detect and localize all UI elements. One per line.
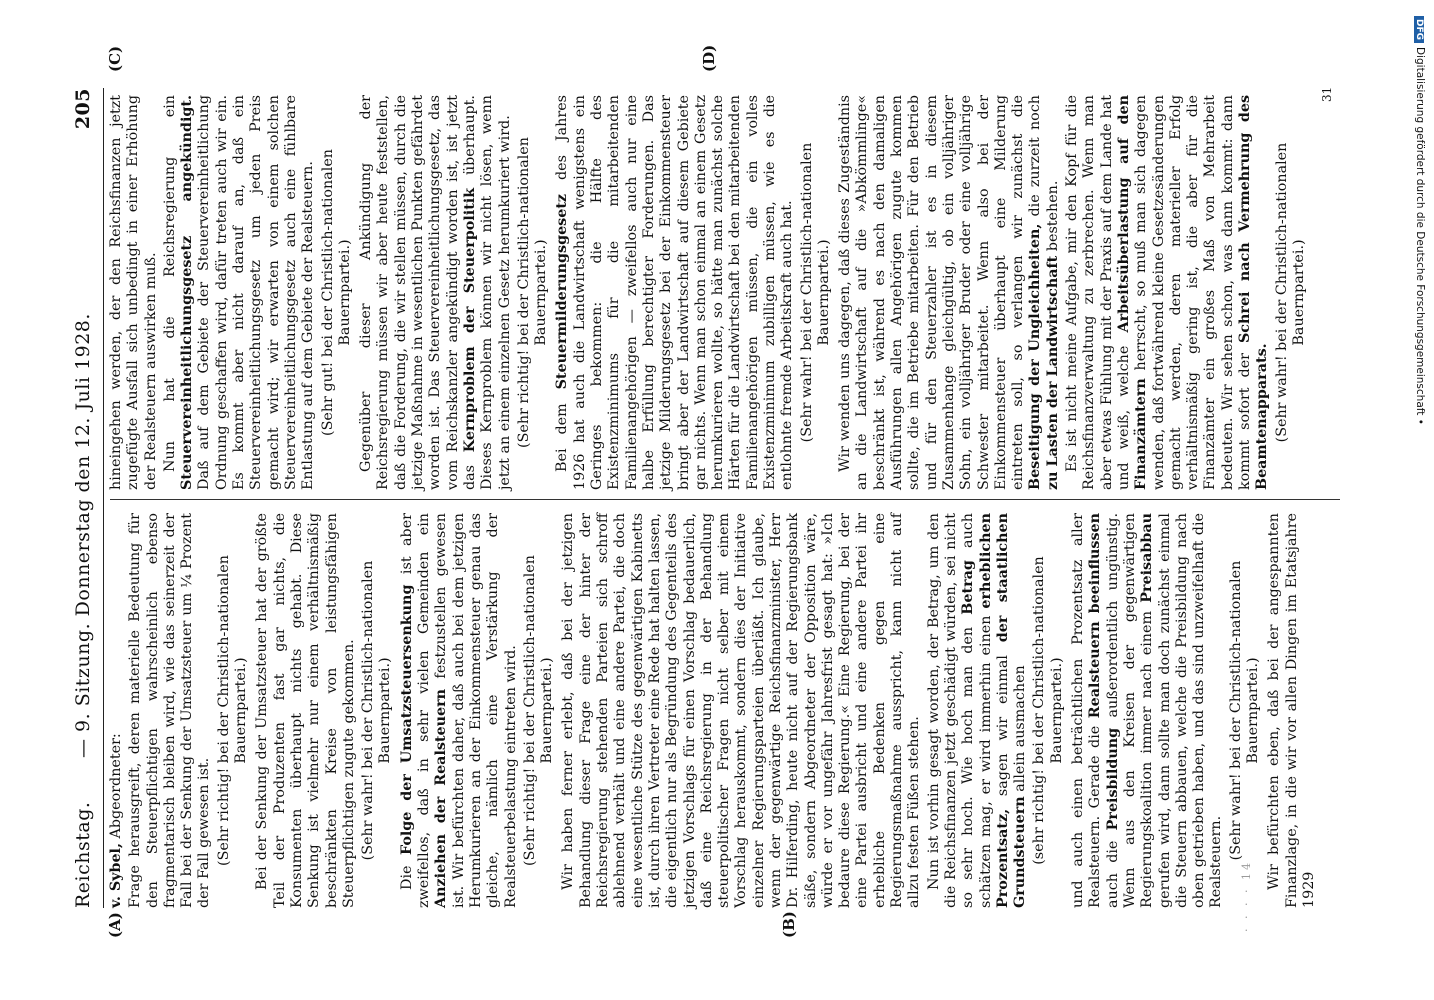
margin-marker-d: (D) — [700, 44, 718, 72]
speaker-role: Abgeordneter: — [108, 733, 124, 844]
paragraph: Wir haben ferner erlebt, daß bei der jetzigen Behandlung dieser Frage eine der hinter der Reichsregierung stehenden Parteien sich schroff ablehnend verhält und eine andere Partei, die doch eine wesentliche Stütze des gegenwärtigen Kabinetts ist, durch ihren Vertreter eine Rede hat halten lassen, die eigentlich nur als Begründung des Gegenteils des jetzigen Vorschlags für einen Vorschlag bedauerlich, daß eine Reichsregierung in der Behandlung steuerpolitischer Fragen nicht selber mit einem Vorschlag herauskommt, sondern dies der Initiative einzelner Regierungsparteien überläßt. Ich glaube, wenn der gegenwärtige Reichsfinanzminister, Herr Dr. Hilferding, heute nicht auf der Regierungsbank säße, sondern Abgeordneter der Opposition wäre, würde er vor ungefähr Jahresfrist gesagt hat: »Ich bedaure diese Regierung.« Eine Regierung, bei der eine Partei ausbricht und eine andere Partei ihr erhebliche Bedenken gegen eine Regierungsmaßnahme ausspricht, kann nicht auf allzu festen Füßen stehen. — [560, 513, 923, 908]
paragraph: Wir befürchten eben, daß bei der angespannten Finanzlage, in die wir vor allen Dingen im Etatsjahre 1929 — [1266, 513, 1317, 908]
right-column — [108, 95, 1312, 490]
paragraph: Nun ist vorhin gesagt worden, der Betrag, um den die Reichsfinanzen jetzt geschädigt würden, sei nicht so sehr hoch. Wie hoch man den Betrag auch schätzen mag, er wird immerhin einen erheblichen Prozentsatz, sagen wir einmal der staatlichen Grundsteuern allein ausmachen — [925, 513, 1029, 908]
interjection: (Sehr wahr! bei der Christlich-nationalen Bauernpartei.) — [1227, 560, 1261, 861]
paragraph: Nun hat die Reichsregierung ein Steuervereinheitlichungsgesetz angekündigt. Daß auf dem Gebiete der Steuervereinheitlichung Ordnung geschaffen wird, dafür treten auch wir ein. Es kommt aber nicht darauf an, daß ein Steuervereinheitlichungsgesetz um jeden Preis gemacht wird; wir erwarten von einem solchen Steuervereinheitlichungsgesetz auch eine fühlbare Entlastung auf dem Gebiete der Realsteuern. — [161, 95, 317, 490]
paragraph: Wir wenden uns dagegen, daß dieses Zugeständnis an die Landwirtschaft auf die »Abkömmlinge« beschränkt ist, während es nach den damaligen Ausführungen allen Angehörigen zugute kommen sollte, die im Betriebe mitarbeiten. Für den Betrieb und für den Steuerzahler ist es in diesem Zusammenhange gleichgültig, ob ein volljähriger Sohn, ein volljähriger Bruder oder eine volljährige Schwester mitarbeitet. Wenn also bei der Einkommensteuer überhaupt eine Milderung eintreten soll, so verlangen wir zunächst die Beseitigung der Ungleichheiten, die zurzeit noch zu Lasten der Landwirtschaft bestehen. — [837, 95, 1061, 490]
faint-bleedthrough: · · · · 14 — [1240, 860, 1253, 932]
speaker-name: v. Sybel, — [108, 843, 124, 908]
paragraph: Frage herausgreift, deren materielle Bedeutung für den Steuerpflichtigen wahrscheinlich ebenso fragmentarisch bleiben wird, wie das seinerzeit der Fall bei der Senkung der Umsatzsteuer um ¼ Prozent der Fall gewesen ist. — [127, 513, 213, 908]
paragraph: und auch einen beträchtlichen Prozentsatz aller Realsteuern. Gerade die Realsteuern beeinflussen auch die Preisbildung außerordentlich ungünstig. Wenn aus den Kreisen der gegenwärtigen Regierungskoalition immer nach einem Preisabbau gerufen wird, dann sollte man doch zunächst einmal die Steuern abbauen, welche die Preisbildung nach oben getrieben haben, und das sind unzweifelhaft die Realsteuern. — [1070, 513, 1225, 908]
signature-mark: 31 — [1320, 86, 1334, 102]
margin-marker-a: (A) — [106, 912, 124, 938]
paragraph: Bei der Senkung der Umsatzsteuer hat der größte Teil der Produzenten fast gar nichts, die Konsumenten überhaupt nichts gehabt. Diese Senkung ist vielmehr nur einem verhältnismäßig beschränkten Kreise von leistungsfähigen Steuerpflichtigen zugute gekommen. — [254, 513, 357, 908]
paragraph — [108, 513, 125, 908]
margin-marker-c: (C) — [106, 45, 124, 72]
page-number: 205 — [72, 88, 94, 130]
header-left: Reichstag. — [72, 801, 94, 908]
interjection: (sehr richtig! bei der Christlich-nationalen Bauernpartei.) — [1031, 556, 1065, 865]
paragraph: Es ist nicht meine Aufgabe, mir den Kopf für die Reichsfinanzverwaltung zu zerbrechen. Wenn man aber etwas Fühlung mit der Praxis auf dem Lande hat und weiß, welche Arbeitsüberlastung auf den Finanzämtern herrscht, so muß man sich dagegen wenden, daß fortwährend kleine Gesetzesänderungen gemacht werden, deren materieller Erfolg verhältnismäßig gering ist, die aber für die Finanzämter ein großes Maß von Mehrarbeit bedeuten. Wir sehen schon, was dann kommt: dann kommt sofort der Schrei nach Vermehrung des Beamtenapparats. — [1064, 95, 1271, 490]
column-divider — [110, 499, 1340, 500]
paragraph: Gegenüber dieser Ankündigung der Reichsregierung müssen wir aber heute feststellen, daß die Forderung, die wir stellen müssen, durch die jetzige Maßnahme in wesentlichen Punkten gefährdet worden ist. Das Steuervereinheitlichungsgesetz, das vom Reichskanzler angekündigt worden ist, ist jetzt das Kernproblem der Steuerpolitik überhaupt. Dieses Kernproblem können wir nicht lösen, wenn jetzt an einem einzelnen Gesetz herumkuriert wird. — [358, 95, 513, 490]
interjection: (Sehr wahr! bei der Christlich-nationalen Bauernpartei.) — [1273, 142, 1307, 443]
interjection: (Sehr wahr! bei der Christlich-nationalen Bauernpartei.) — [360, 560, 394, 861]
dfg-credit — [1406, 0, 1434, 1000]
interjection: (Sehr richtig! bei der Christlich-nationalen Bauernpartei.) — [521, 555, 556, 866]
dfg-credit-text: DFGDigitalisierung gefördert durch die Deutsche Forschungsgemeinschaft • — [1414, 16, 1426, 425]
header-rule — [103, 88, 104, 908]
left-column — [108, 513, 1320, 908]
paragraph: hineingehen werden, der den Reichsfinanzen jetzt zugefügte Ausfall sich unbedingt in einer Erhöhung der Realsteuern auswirken muß. — [108, 95, 159, 490]
dfg-logo: DFG — [1414, 16, 1424, 43]
interjection: (Sehr wahr! bei der Christlich-nationalen Bauernpartei.) — [798, 142, 832, 443]
margin-marker-b: (B) — [780, 911, 798, 938]
paragraph: Bei dem Steuermilderungsgesetz des Jahres 1926 hat auch die Landwirtschaft wenigstens ein Geringes bekommen: die Hälfte des Existenzminimums für die mitarbeitenden Familienangehörigen — zweifellos auch nur eine halbe Erfüllung berechtigter Forderungen. Das jetzige Milderungsgesetz bei der Einkommensteuer bringt aber der Landwirtschaft auf diesem Gebiete gar nichts. Wenn man schon einmal an einem Gesetz herumkurieren wollte, so hätte man zunächst solche Härten für die Landwirtschaft bei den mitarbeitenden Familienangehörigen müssen, die ein volles Existenzminimum zubilligen müssen, wie es die entlohnte fremde Arbeitskraft auch hat. — [554, 95, 796, 490]
interjection: (Sehr gut! bei der Christlich-nationalen Bauernpartei.) — [319, 149, 353, 436]
page-header — [62, 88, 102, 908]
interjection: (Sehr richtig! bei der Christlich-nationalen Bauernpartei.) — [215, 555, 250, 866]
paragraph: Die Folge der Umsatzsteuersenkung ist aber zweifellos, daß in sehr vielen Gemeinden ein Anziehen der Realsteuern festzustellen gewesen ist. Wir befürchten daher, daß auch bei dem jetzigen Herumkurieren an der Einkommensteuer genau das gleiche, nämlich eine Verstärkung der Realsteuerbelastung eintreten wird. — [398, 513, 519, 908]
interjection: (Sehr richtig! bei der Christlich-nationalen Bauernpartei.) — [515, 137, 550, 448]
header-title: — 9. Sitzung. Donnerstag den 12. Juli 1928. — [72, 313, 94, 758]
